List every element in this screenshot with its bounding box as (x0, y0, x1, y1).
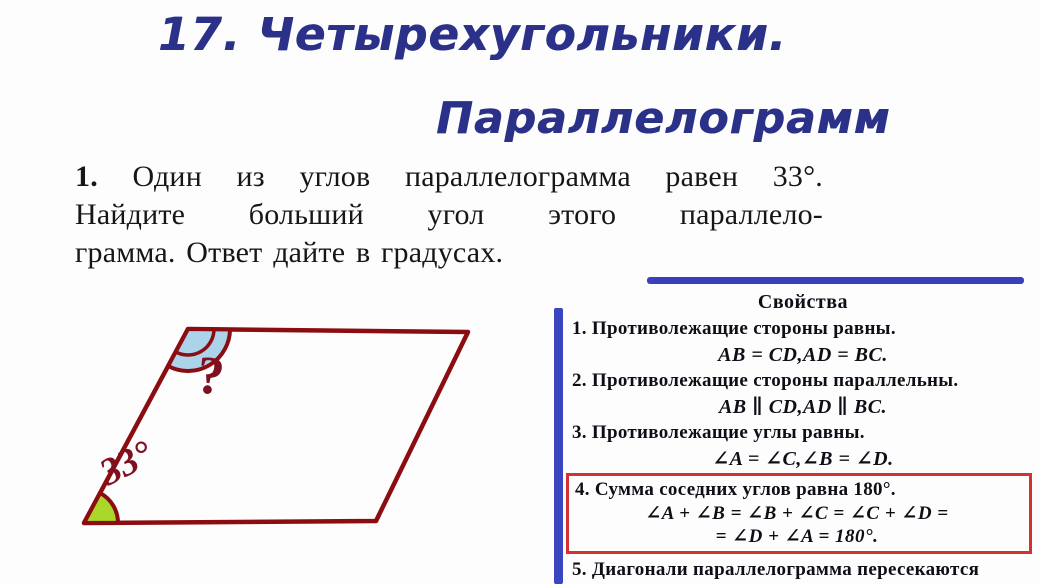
known-angle-label: 33° (93, 432, 160, 495)
properties-panel (566, 288, 1040, 583)
panel-vertical-rule (554, 308, 563, 584)
property-4-formula-line-2: = ∠D + ∠A = 180°. (715, 526, 879, 547)
problem-statement (75, 158, 823, 272)
page-title: 17. Четырехугольники. (158, 8, 787, 61)
panel-horizontal-rule (647, 277, 1024, 284)
properties-header: Свойства (757, 291, 849, 313)
known-angle-wedge (84, 493, 118, 523)
unknown-angle-label: ? (194, 344, 228, 407)
property-2-formula: AB ∥ CD,AD ∥ BC. (718, 396, 888, 418)
problem-line-1 (75, 158, 823, 196)
property-2-text: 2. Противолежащие стороны параллельны. (572, 370, 959, 391)
problem-line-3: грамма. Ответ дайте в градусах. (75, 236, 504, 269)
problem-number: 1. (75, 160, 98, 193)
property-1-text: 1. Противолежащие стороны равны. (572, 318, 896, 339)
property-4-text: 4. Сумма соседних углов равна 180°. (575, 479, 896, 500)
parallelogram-outline (84, 329, 468, 523)
property-3-formula: ∠A = ∠C,∠B = ∠D. (712, 448, 894, 470)
problem-line-2: Найдите больший угол этого параллело- (75, 198, 823, 231)
property-3-text: 3. Противолежащие углы равны. (572, 422, 865, 443)
property-4-formula-line-1: ∠A + ∠B = ∠B + ∠C = ∠C + ∠D = (645, 503, 949, 524)
page-subtitle: Параллелограмм (436, 93, 891, 144)
parallelogram-figure (25, 288, 545, 584)
problem-line-1-text: Один из углов параллелограмма равен 33°. (97, 160, 823, 193)
property-1-formula: AB = CD,AD = BC. (718, 344, 888, 366)
property-5-text: 5. Диагонали параллелограмма пересекаются (572, 559, 980, 580)
highlighted-property-box (566, 473, 1032, 554)
